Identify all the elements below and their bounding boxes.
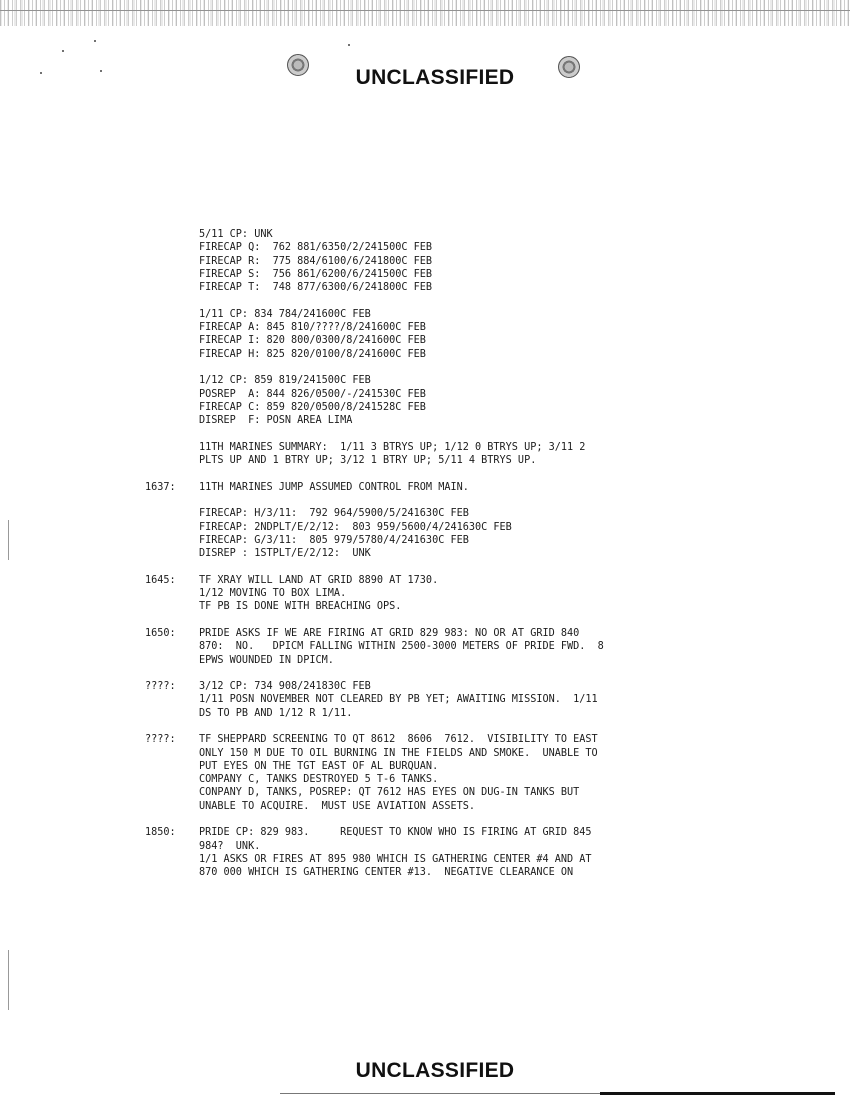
log-entry (145, 507, 775, 560)
entry-line: TF XRAY WILL LAND AT GRID 8890 AT 1730. (199, 574, 439, 586)
entry-line: FIRECAP H: 825 820/0100/8/241600C FEB (199, 348, 426, 360)
log-entry (145, 627, 775, 667)
entry-body (199, 308, 775, 361)
entry-line: FIRECAP A: 845 810/????/8/241600C FEB (199, 322, 426, 334)
classification-footer: UNCLASSIFIED (355, 1059, 515, 1082)
entry-body (199, 374, 775, 427)
log-entry (145, 680, 775, 720)
entry-line: FIRECAP R: 775 884/6100/6/241800C FEB (199, 255, 433, 267)
entry-time: ????: (145, 734, 176, 746)
margin-mark (8, 950, 9, 1010)
log-entry (145, 228, 775, 294)
entry-line: POSREP A: 844 826/0500/-/241530C FEB (199, 388, 426, 400)
entry-line: FIRECAP: 2NDPLT/E/2/12: 803 959/5600/4/241630C FEB (199, 521, 512, 533)
entry-time (145, 441, 199, 468)
entry-line: DS TO PB AND 1/12 R 1/11. (199, 707, 353, 719)
entry-time: 1645: (145, 574, 176, 586)
log-entry (145, 574, 775, 614)
operations-log (145, 228, 775, 880)
entry-body (199, 481, 775, 494)
entry-line: FIRECAP: G/3/11: 805 979/5780/4/241630C FEB (199, 534, 469, 546)
entry-line: PUT EYES ON THE TGT EAST OF AL BURQUAN. (199, 760, 439, 772)
log-entry (145, 441, 775, 468)
log-entry (145, 308, 775, 361)
classification-header: UNCLASSIFIED (355, 66, 515, 89)
entry-line: 11TH MARINES SUMMARY: 1/11 3 BTRYS UP; 1/12 0 BTRYS UP; 3/11 2 (199, 441, 586, 453)
entry-time: ????: (145, 681, 176, 693)
entry-line: COMPANY C, TANKS DESTROYED 5 T-6 TANKS. (199, 774, 439, 786)
scan-speck (62, 50, 64, 52)
entry-line: FIRECAP T: 748 877/6300/6/241800C FEB (199, 282, 433, 294)
log-entry (145, 481, 775, 494)
entry-line: FIRECAP S: 756 861/6200/6/241500C FEB (199, 268, 433, 280)
entry-line: 984? UNK. (199, 840, 261, 852)
entry-body (199, 441, 775, 468)
entry-body (199, 733, 775, 813)
entry-line: 11TH MARINES JUMP ASSUMED CONTROL FROM MAIN. (199, 481, 469, 493)
entry-body (199, 680, 775, 720)
entry-line: CONPANY D, TANKS, POSREP: QT 7612 HAS EYES ON DUG-IN TANKS BUT (199, 787, 580, 799)
entry-line: 1/12 CP: 859 819/241500C FEB (199, 375, 371, 387)
scan-speck (94, 40, 96, 42)
entry-line: UNABLE TO ACQUIRE. MUST USE AVIATION ASSETS. (199, 800, 476, 812)
entry-time (145, 228, 199, 294)
margin-mark (8, 520, 9, 560)
entry-line: 3/12 CP: 734 908/241830C FEB (199, 681, 371, 693)
entry-line: 5/11 CP: UNK (199, 229, 273, 240)
entry-line: TF PB IS DONE WITH BREACHING OPS. (199, 601, 402, 613)
footer-rule (600, 1092, 835, 1095)
entry-line: PLTS UP AND 1 BTRY UP; 3/12 1 BTRY UP; 5/11 4 BTRYS UP. (199, 455, 537, 467)
log-entry (145, 733, 775, 813)
entry-body (199, 574, 775, 614)
footer-rule-thin (280, 1093, 600, 1094)
entry-line: PRIDE CP: 829 983. REQUEST TO KNOW WHO IS FIRING AT GRID 845 (199, 827, 592, 839)
entry-line: FIRECAP: H/3/11: 792 964/5900/5/241630C FEB (199, 508, 469, 520)
entry-line: FIRECAP I: 820 800/0300/8/241600C FEB (199, 335, 426, 347)
entry-line: 870: NO. DPICM FALLING WITHIN 2500-3000 METERS OF PRIDE FWD. 8 (199, 641, 604, 653)
entry-line: 1/12 MOVING TO BOX LIMA. (199, 588, 347, 600)
entry-time: 1850: (145, 827, 176, 839)
log-entry (145, 374, 775, 427)
entry-time: 1637: (145, 481, 176, 493)
entry-time (145, 308, 199, 361)
entry-line: ONLY 150 M DUE TO OIL BURNING IN THE FIELDS AND SMOKE. UNABLE TO (199, 747, 598, 759)
entry-line: 1/1 ASKS OR FIRES AT 895 980 WHICH IS GATHERING CENTER #4 AND AT (199, 853, 592, 865)
entry-line: 1/11 POSN NOVEMBER NOT CLEARED BY PB YET; AWAITING MISSION. 1/11 (199, 694, 598, 706)
entry-body (199, 507, 775, 560)
scan-noise (0, 0, 850, 26)
entry-line: PRIDE ASKS IF WE ARE FIRING AT GRID 829 983: NO OR AT GRID 840 (199, 627, 580, 639)
log-entry (145, 826, 775, 879)
entry-line: FIRECAP C: 859 820/0500/8/241528C FEB (199, 401, 426, 413)
entry-line: DISREP F: POSN AREA LIMA (199, 415, 353, 427)
entry-line: 870 000 WHICH IS GATHERING CENTER #13. NEGATIVE CLEARANCE ON (199, 867, 574, 879)
entry-body (199, 826, 775, 879)
entry-body (199, 228, 775, 294)
scan-speck (348, 44, 350, 46)
entry-time: 1650: (145, 627, 176, 639)
entry-time (145, 374, 199, 427)
entry-body (199, 627, 775, 667)
entry-line: 1/11 CP: 834 784/241600C FEB (199, 308, 371, 320)
entry-line: FIRECAP Q: 762 881/6350/2/241500C FEB (199, 242, 433, 254)
entry-line: TF SHEPPARD SCREENING TO QT 8612 8606 7612. VISIBILITY TO EAST (199, 734, 598, 746)
entry-time (145, 507, 199, 560)
entry-line: DISREP : 1STPLT/E/2/12: UNK (199, 548, 371, 560)
entry-line: EPWS WOUNDED IN DPICM. (199, 654, 334, 666)
